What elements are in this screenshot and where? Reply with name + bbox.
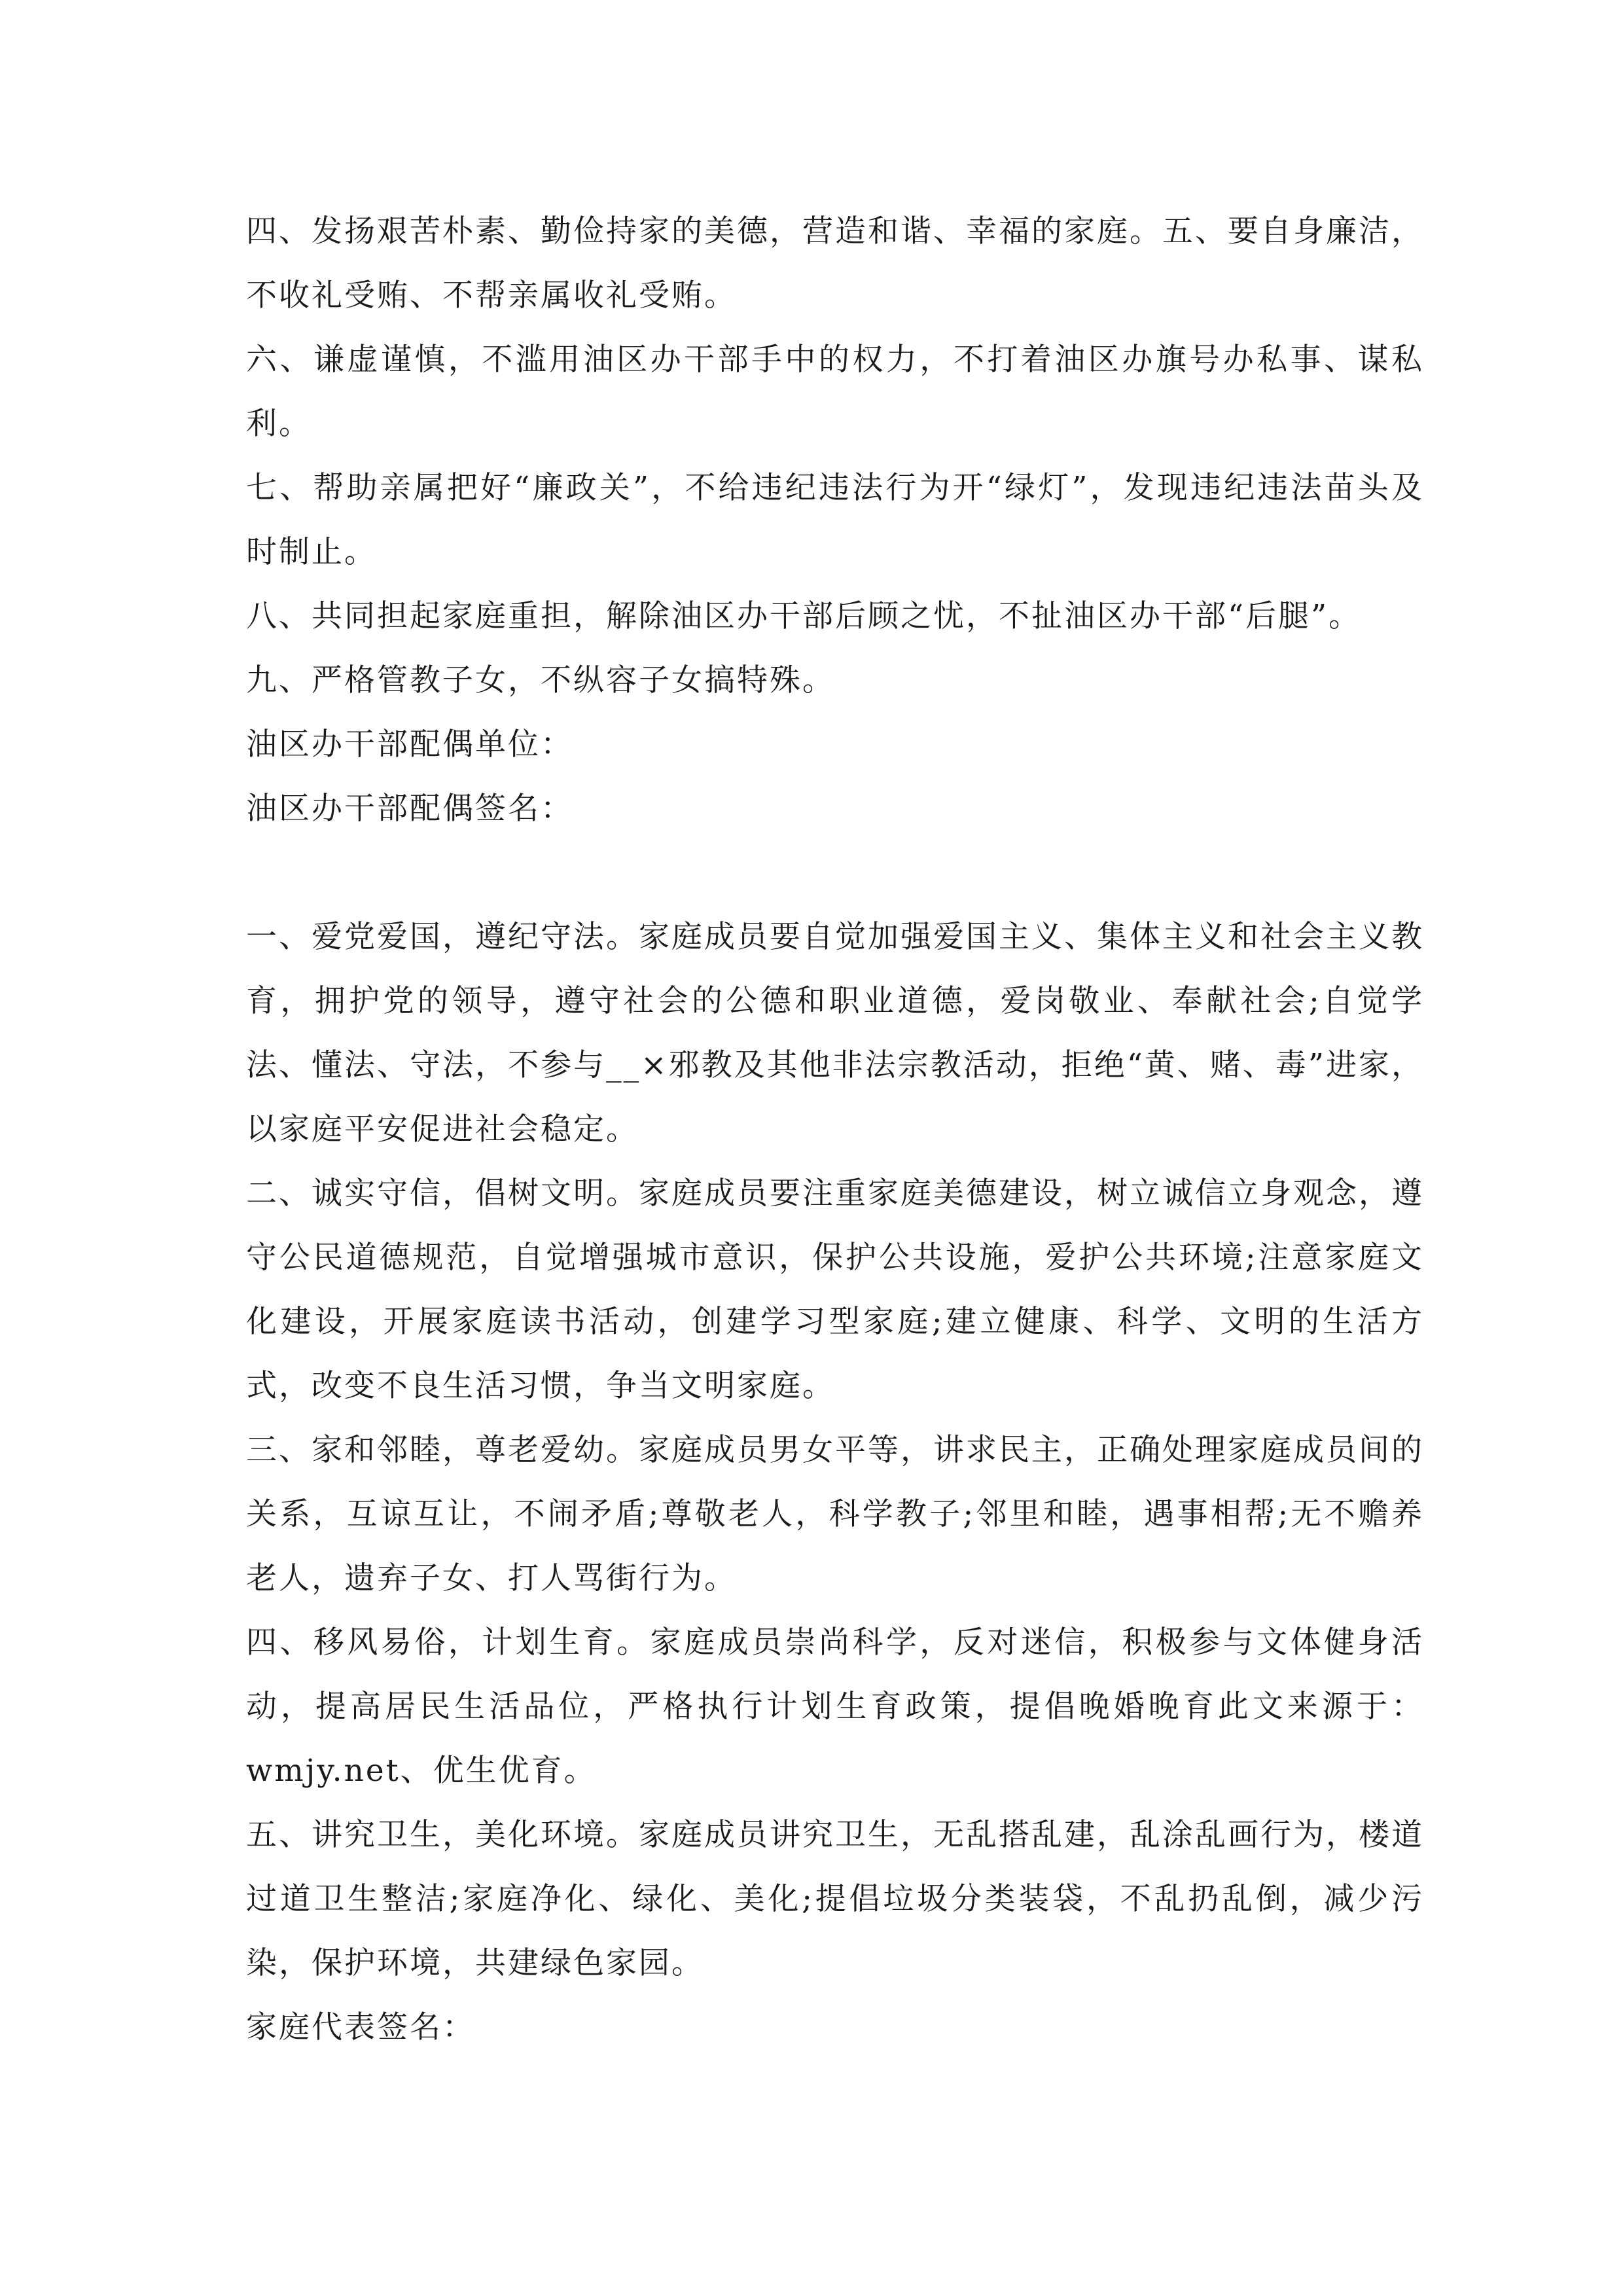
section-spacer <box>246 841 1424 905</box>
paragraph-honesty-civility: 二、诚实守信，倡树文明。家庭成员要注重家庭美德建设，树立诚信立身观念，遵守公民道德规范，自觉增强城市意识，保护公共设施，爱护公共环境;注意家庭文化建设，开展家庭读书活动，创建学习型家庭;建立健康、科学、文明的生活方式，改变不良生活习惯，争当文明家庭。 <box>246 1175 1424 1404</box>
paragraph-family-harmony: 三、家和邻睦，尊老爱幼。家庭成员男女平等，讲求民主，正确处理家庭成员间的关系，互谅互让，不闹矛盾;尊敬老人，科学教子;邻里和睦，遇事相帮;无不赡养老人，遗弃子女、打人骂街行为。 <box>246 1432 1424 1596</box>
paragraph-discipline-children: 九、严格管教子女，不纵容子女搞特殊。 <box>246 662 835 698</box>
paragraph-family-burden: 八、共同担起家庭重担，解除油区办干部后顾之忧，不扯油区办干部“后腿”。 <box>246 598 1362 634</box>
paragraph-love-party-country: 一、爱党爱国，遵纪守法。家庭成员要自觉加强爱国主义、集体主义和社会主义教育，拥护党的领导，遵守社会的公德和职业道德，爱岗敬业、奉献社会;自觉学法、懂法、守法，不参与__×邪教及其他非法宗教活动，拒绝“黄、赌、毒”进家，以家庭平安促进社会稳定。 <box>246 919 1424 1147</box>
paragraph-modest-prudent: 六、谦虚谨慎，不滥用油区办干部手中的权力，不打着油区办旗号办私事、谋私利。 <box>246 342 1424 442</box>
document-body <box>246 200 1424 2060</box>
family-representative-signature-field: 家庭代表签名： <box>246 2009 475 2045</box>
paragraph-hygiene-environment: 五、讲究卫生，美化环境。家庭成员讲究卫生，无乱搭乱建，乱涂乱画行为，楼道过道卫生整洁;家庭净化、绿化、美化;提倡垃圾分类装袋，不乱扔乱倒，减少污染，保护环境，共建绿色家园。 <box>246 1817 1424 1981</box>
paragraph-frugal-family: 四、发扬艰苦朴素、勤俭持家的美德，营造和谐、幸福的家庭。五、要自身廉洁，不收礼受贿、不帮亲属收礼受贿。 <box>246 213 1424 314</box>
spouse-signature-field: 油区办干部配偶签名： <box>246 791 573 827</box>
spouse-unit-field: 油区办干部配偶单位： <box>246 726 573 762</box>
paragraph-customs-family-planning: 四、移风易俗，计划生育。家庭成员崇尚科学，反对迷信，积极参与文体健身活动，提高居民生活品位，严格执行计划生育政策，提倡晚婚晚育此文来源于：wmjy.net、优生优育。 <box>246 1624 1424 1789</box>
paragraph-integrity-gate: 七、帮助亲属把好“廉政关”，不给违纪违法行为开“绿灯”，发现违纪违法苗头及时制止。 <box>246 470 1424 570</box>
